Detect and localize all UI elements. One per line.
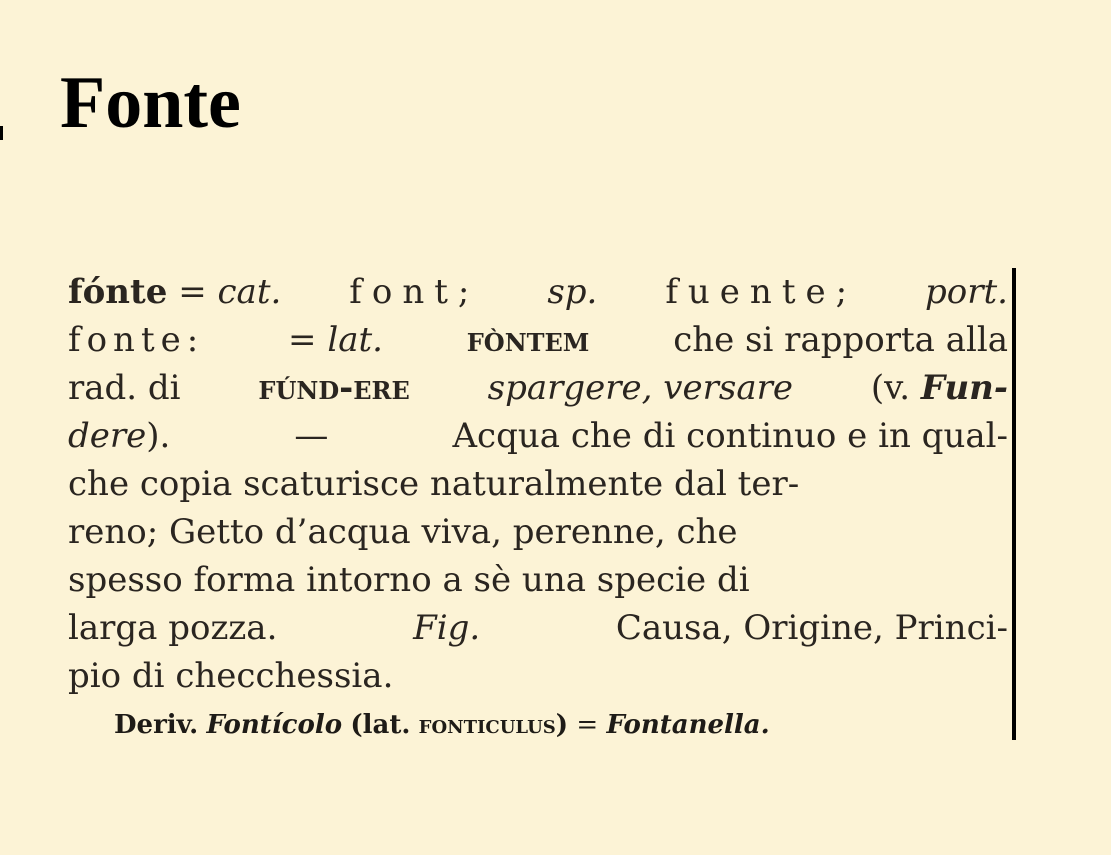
word-latin: fòntem: [466, 320, 590, 360]
margin-mark: [0, 126, 3, 140]
entry-line-4: [68, 412, 1008, 460]
abbr-sp: sp.: [547, 272, 598, 312]
deriv-latin: fonticulus: [418, 710, 556, 740]
entry-text: Causa, Origine, Princi-: [615, 608, 1008, 648]
equals-sign: =: [178, 272, 207, 312]
entry-text: pio di checchessia.: [68, 656, 394, 696]
entry-text: Acqua che di continuo e in qual-: [452, 416, 1008, 456]
entry-line-3: [68, 364, 1008, 412]
word-gloss: spargere, versare: [487, 368, 793, 408]
equals-sign: =: [576, 710, 599, 740]
entry-text: reno; Getto d’acqua viva, perenne, che: [68, 512, 738, 552]
abbr-lat: lat.: [327, 320, 383, 360]
dictionary-entry: [68, 268, 1008, 750]
word-portuguese: fonte:: [68, 320, 205, 360]
entry-line-2: [68, 316, 1008, 364]
ref-open: (v.: [870, 368, 911, 408]
abbr-cat: cat.: [217, 272, 282, 312]
ref-word-cont: dere: [68, 416, 147, 456]
entry-line-7: [68, 556, 1008, 604]
entry-line-1: [68, 268, 1008, 316]
deriv-result: Fontanella.: [606, 710, 770, 740]
derivation-line: [68, 700, 1008, 750]
word-spanish: fuente;: [665, 272, 858, 312]
abbr-fig: Fig.: [413, 608, 481, 648]
page-title: Fonte: [60, 62, 241, 144]
word-catalan: font;: [349, 272, 480, 312]
deriv-label: Deriv.: [114, 710, 199, 740]
deriv-paren-open: (lat.: [350, 710, 411, 740]
entry-line-9: [68, 652, 1008, 700]
entry-text: che copia scaturisce naturalmente dal ter-: [68, 464, 800, 504]
headword: fónte: [68, 272, 168, 312]
dash: —: [294, 416, 329, 456]
ref-word: Fun-: [920, 368, 1008, 408]
entry-text: larga pozza.: [68, 608, 278, 648]
deriv-word: Fontícolo: [206, 710, 343, 740]
column-rule: [1012, 268, 1016, 740]
entry-text: che si rapporta alla: [673, 320, 1008, 360]
equals-sign: =: [288, 320, 317, 360]
entry-line-6: [68, 508, 1008, 556]
entry-text: spesso forma intorno a sè una specie di: [68, 560, 750, 600]
entry-text: rad. di: [68, 368, 181, 408]
deriv-paren-close: ): [555, 710, 569, 740]
abbr-port: port.: [925, 272, 1008, 312]
ref-close: ).: [146, 416, 171, 456]
entry-line-8: [68, 604, 1008, 652]
word-root: fúnd-ere: [258, 368, 410, 408]
entry-line-5: [68, 460, 1008, 508]
